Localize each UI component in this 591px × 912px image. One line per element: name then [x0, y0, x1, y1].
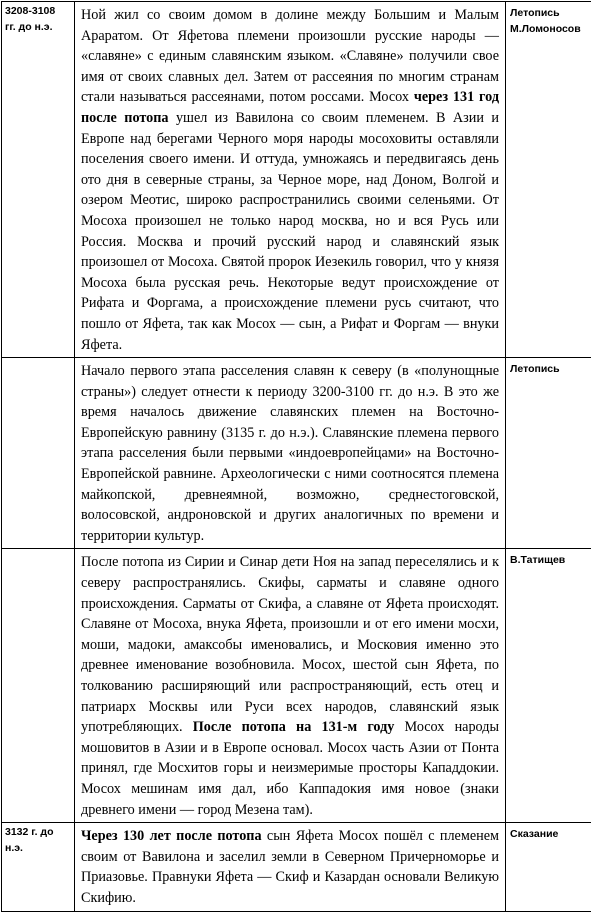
paragraph: [81, 552, 499, 820]
table-row: [2, 823, 591, 911]
date-text: 3208-3108: [5, 3, 71, 19]
text-segment: ушел из Вавилона со своим племенем. В Азии и Европе над берегами Черного моря народы мосоховиты оставляли поселения своего имени. И оттуда, умножаясь и передвигаясь день ото дня в северные страны, за Черное море, над Доном, Волгой и озером Меотис, широко распространились своими селеньями. От Мосоха произошел не только народ москва, но и вся Русь или Россия. Москва и прочий русский народ и славянский язык произошел от Мосоха. Святой пророк Иезекиль говорил, что у князя Мосоха была русская речь. Некоторые ведут происхождение от Рифата и Форгама, а происхождение племени русь считают, что пошло от Яфета, так как Мосох — сын, а Рифат и Форгам — внуки Яфета.: [81, 110, 499, 353]
paragraph: [81, 826, 499, 908]
chronology-table: [1, 1, 591, 912]
source-text: М.Ломоносов: [510, 21, 591, 37]
table-row: [2, 549, 591, 823]
date-text: 3132 г. до: [5, 824, 71, 840]
source-text: В.Татищев: [510, 552, 591, 568]
date-cell: [2, 2, 75, 358]
text-segment: сын Яфета Мосох пошёл с племенем своим от Вавилона и заселил земли в Северном Причерноморье и Приазовье. Правнуки Яфета — Скиф и Казардан основали Великую Скифию.: [81, 828, 499, 906]
paragraph: [81, 361, 499, 546]
source-cell: [506, 823, 591, 911]
source-text: Сказание: [510, 826, 591, 842]
table-row: [2, 358, 591, 549]
text-segment: Ной жил со своим домом в долине между Большим и Малым Араратом. От Яфетова племени произошли русские народы — «славяне» с единым славянским языком. «Славяне» получили свое имя от своих славных дел. Затем от рассеяния по многим странам стали называться рассеянами, потом россами. Мосох: [81, 7, 499, 105]
text-segment: Начало первого этапа расселения славян к северу (в «полунощные страны») следует отнести к периоду 3200-3100 гг. до н.э. В это же время началось движение славянских племен на Восточно-Европейскую равнину (3135 г. до н.э.). Славянские племена первого этапа расселения были первыми «индоевропейцами» на Восточно-Европейской равнине. Археологически с ними соотносятся племена майкопской, древнеямной, возможно, среднестоговской, волосовской, андроновской и других аналогичных по времени и территории культур.: [81, 363, 499, 544]
text-cell: [75, 549, 506, 823]
date-text: н.э.: [5, 840, 71, 856]
source-cell: [506, 549, 591, 823]
source-text: Летопись: [510, 5, 591, 21]
text-cell: [75, 2, 506, 358]
text-cell: [75, 823, 506, 911]
date-text: гг. до н.э.: [5, 19, 71, 35]
source-cell: [506, 2, 591, 358]
date-cell: [2, 823, 75, 911]
source-text: Летопись: [510, 361, 591, 377]
date-cell: [2, 549, 75, 823]
text-segment: После потопа из Сирии и Синар дети Ноя на запад переселялись и к северу распространялись. Скифы, сарматы и славяне одного происхождения. Сарматы от Скифа, а славяне от Яфета происходят. Славяне от Мосоха, внука Яфета, произошли и от его имени мосхи, моши, мадоки, амаксобы именовались, и Московия именно это древнее именование возобновила. Мосох, шестой сын Яфета, по толкованию расширяющий или распространяющий, есть отец и патриарх Москвы или Руси всех народов, славянский язык употребляющих.: [81, 554, 499, 735]
bold-text-segment: После потопа на 131-м году: [193, 719, 395, 735]
bold-text-segment: через 131 год после потопа: [81, 89, 499, 126]
source-cell: [506, 358, 591, 549]
text-segment: Мосох народы мошовитов в Азии и в Европе основал. Мосох часть Азии от Понта принял, где Мосхитов горы и неизмеримые просторы Кападдокии. Мосох мешинам имя дал, ибо Каппадокия имя новое (знаки древнего имени — город Мезена там).: [81, 719, 499, 817]
date-cell: [2, 358, 75, 549]
bold-text-segment: Через 130 лет после потопа: [81, 828, 262, 844]
text-cell: [75, 358, 506, 549]
paragraph: [81, 5, 499, 355]
table-row: [2, 2, 591, 358]
